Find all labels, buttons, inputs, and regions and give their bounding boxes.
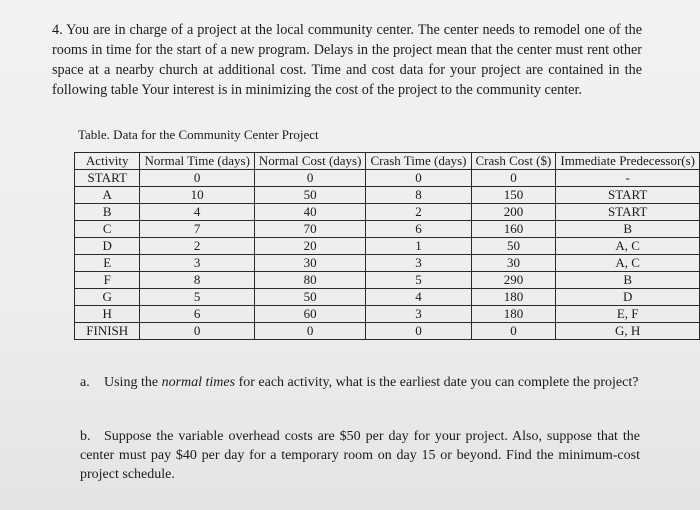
cell-crash-cost: 50 <box>471 238 556 255</box>
table-row <box>75 170 700 187</box>
cell-activity: E <box>75 255 140 272</box>
question-a-post: for each activity, what is the earliest date you can complete the project? <box>235 375 639 390</box>
cell-predecessor: - <box>556 170 700 187</box>
cell-crash-time: 4 <box>366 289 471 306</box>
cell-activity: F <box>75 272 140 289</box>
header-normal-cost: Normal Cost (days) <box>254 153 366 170</box>
cell-crash-time: 0 <box>366 170 471 187</box>
question-b <box>80 427 640 484</box>
cell-crash-cost: 200 <box>471 204 556 221</box>
cell-activity: C <box>75 221 140 238</box>
table-row <box>75 306 700 323</box>
cell-predecessor: A, C <box>556 238 700 255</box>
header-normal-time: Normal Time (days) <box>140 153 254 170</box>
table-row <box>75 255 700 272</box>
cell-activity: A <box>75 187 140 204</box>
header-crash-cost: Crash Cost ($) <box>471 153 556 170</box>
cell-crash-cost: 180 <box>471 289 556 306</box>
cell-normal-time: 3 <box>140 255 254 272</box>
table-row <box>75 187 700 204</box>
cell-normal-time: 10 <box>140 187 254 204</box>
cell-predecessor: E, F <box>556 306 700 323</box>
table-row <box>75 204 700 221</box>
question-a-emphasis: normal times <box>161 375 236 390</box>
cell-crash-time: 2 <box>366 204 471 221</box>
cell-normal-time: 7 <box>140 221 254 238</box>
cell-crash-time: 3 <box>366 255 471 272</box>
cell-predecessor: START <box>556 204 700 221</box>
cell-normal-time: 8 <box>140 272 254 289</box>
cell-crash-cost: 0 <box>471 170 556 187</box>
table-row <box>75 289 700 306</box>
question-a <box>80 373 640 392</box>
cell-normal-cost: 80 <box>254 272 366 289</box>
cell-activity: D <box>75 238 140 255</box>
cell-normal-cost: 50 <box>254 187 366 204</box>
cell-normal-time: 0 <box>140 170 254 187</box>
project-data-table <box>74 152 700 340</box>
cell-crash-cost: 290 <box>471 272 556 289</box>
cell-normal-cost: 0 <box>254 170 366 187</box>
cell-activity: H <box>75 306 140 323</box>
table-row <box>75 323 700 340</box>
cell-predecessor: B <box>556 221 700 238</box>
question-b-label: b. <box>80 429 91 444</box>
cell-crash-time: 3 <box>366 306 471 323</box>
table-row <box>75 221 700 238</box>
cell-predecessor: B <box>556 272 700 289</box>
cell-activity: B <box>75 204 140 221</box>
cell-predecessor: G, H <box>556 323 700 340</box>
cell-normal-cost: 60 <box>254 306 366 323</box>
cell-normal-time: 4 <box>140 204 254 221</box>
cell-normal-time: 5 <box>140 289 254 306</box>
cell-normal-cost: 40 <box>254 204 366 221</box>
header-crash-time: Crash Time (days) <box>366 153 471 170</box>
question-b-text: Suppose the variable overhead costs are $50 per day for your project. Also, suppose that the center must pay $40 per day for a temporary room on day 15 or beyond. Find the minimum-cost project schedule. <box>80 429 640 482</box>
cell-predecessor: START <box>556 187 700 204</box>
cell-crash-cost: 160 <box>471 221 556 238</box>
table-body <box>75 170 700 340</box>
cell-normal-cost: 70 <box>254 221 366 238</box>
cell-normal-cost: 0 <box>254 323 366 340</box>
cell-crash-time: 8 <box>366 187 471 204</box>
table-row <box>75 272 700 289</box>
cell-predecessor: D <box>556 289 700 306</box>
table-header-row <box>75 153 700 170</box>
problem-intro: 4. You are in charge of a project at the local community center. The center needs to remodel one of the rooms in time for the start of a new program. Delays in the project mean that the center must rent other space at a nearby church at additional cost. Time and cost data for your project are contained in the following table Your interest is in minimizing the cost of the project to the community center. <box>52 22 642 98</box>
cell-normal-time: 6 <box>140 306 254 323</box>
cell-crash-time: 6 <box>366 221 471 238</box>
table-caption: Table. Data for the Community Center Project <box>78 127 319 142</box>
cell-crash-time: 0 <box>366 323 471 340</box>
cell-normal-cost: 50 <box>254 289 366 306</box>
cell-predecessor: A, C <box>556 255 700 272</box>
cell-crash-time: 1 <box>366 238 471 255</box>
cell-crash-cost: 180 <box>471 306 556 323</box>
cell-crash-time: 5 <box>366 272 471 289</box>
table-row <box>75 238 700 255</box>
cell-activity: START <box>75 170 140 187</box>
cell-crash-cost: 150 <box>471 187 556 204</box>
question-a-pre: Using the <box>104 375 162 390</box>
cell-normal-cost: 20 <box>254 238 366 255</box>
header-activity: Activity <box>75 153 140 170</box>
header-predecessor: Immediate Predecessor(s) <box>556 153 700 170</box>
cell-normal-time: 0 <box>140 323 254 340</box>
cell-activity: G <box>75 289 140 306</box>
cell-crash-cost: 0 <box>471 323 556 340</box>
cell-normal-cost: 30 <box>254 255 366 272</box>
cell-normal-time: 2 <box>140 238 254 255</box>
cell-activity: FINISH <box>75 323 140 340</box>
cell-crash-cost: 30 <box>471 255 556 272</box>
question-a-label: a. <box>80 375 90 390</box>
